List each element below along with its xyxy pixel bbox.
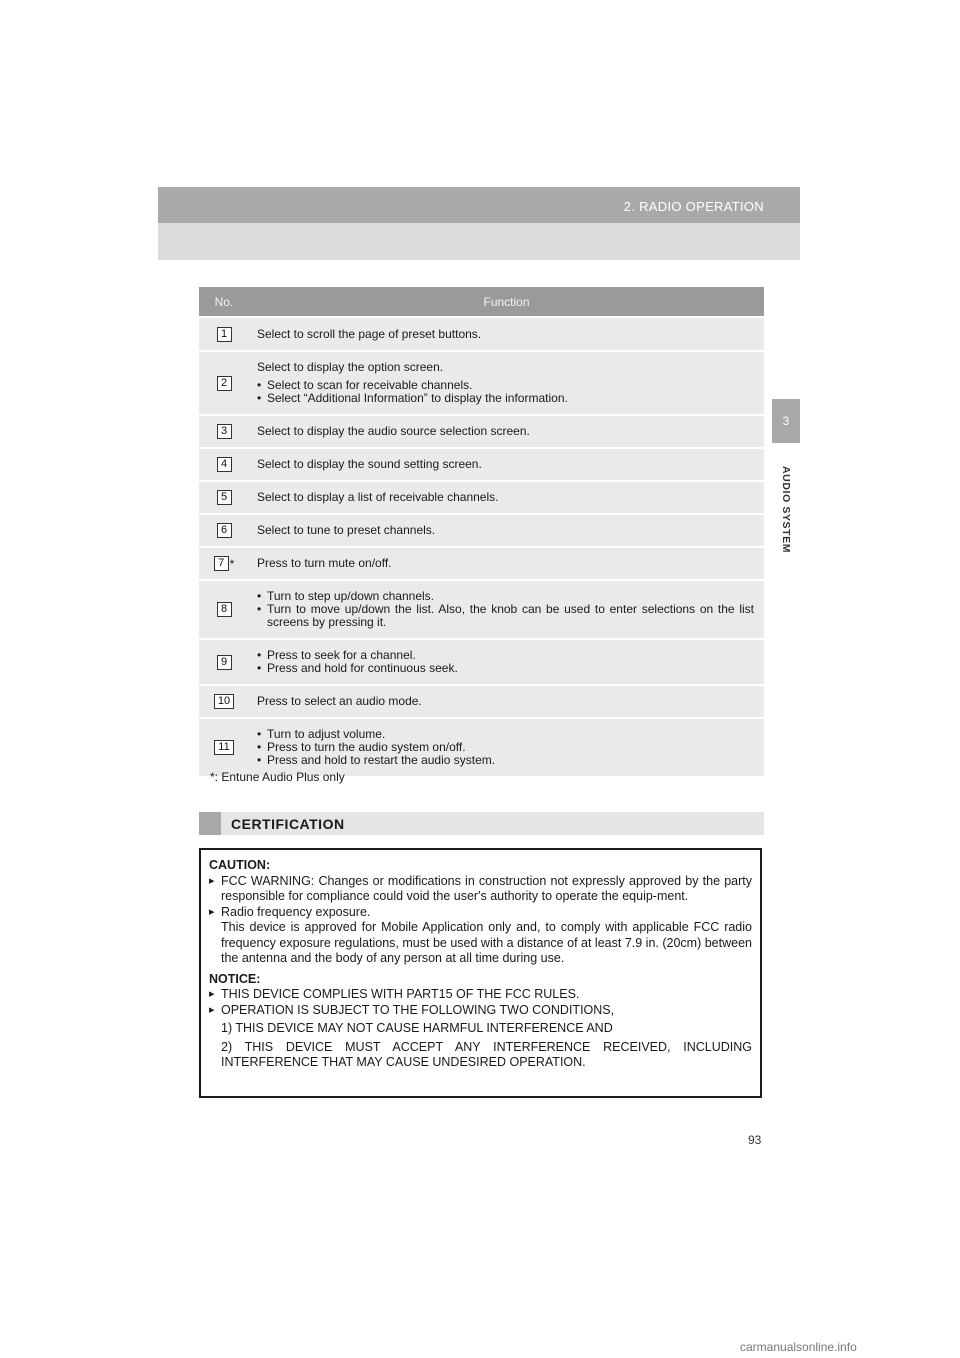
table-row: [199, 448, 764, 481]
function-text: Select to tune to preset channels.: [257, 523, 436, 537]
notice-condition-2: 2) THIS DEVICE MUST ACCEPT ANY INTERFERENCE RECEIVED, INCLUDING INTERFERENCE THAT MAY CAUSE UNDESIRED OPERATION.: [221, 1039, 752, 1069]
table-row: [199, 580, 764, 639]
row-number-cell: [199, 639, 249, 685]
table-body: [199, 317, 764, 776]
function-cell: [249, 514, 764, 547]
footnote: *: Entune Audio Plus only: [210, 770, 345, 784]
list-item: • Select “Additional Information” to display the information.: [257, 392, 754, 405]
rf-exposure-title: ▸ Radio frequency exposure.: [221, 904, 371, 919]
list-item: • Turn to adjust volume.: [257, 728, 754, 741]
table-row: [199, 547, 764, 580]
row-number-cell: [199, 351, 249, 415]
heading-marker: [199, 812, 221, 835]
function-table: [199, 287, 764, 776]
list-item: • Press and hold for continuous seek.: [257, 662, 754, 675]
list-item: • Press to turn the audio system on/off.: [257, 741, 754, 754]
item-number-box: 8: [217, 602, 232, 617]
item-number-box: 3: [217, 424, 232, 439]
item-number-box: 6: [217, 523, 232, 538]
table-row: [199, 351, 764, 415]
row-number-cell: [199, 514, 249, 547]
row-number-cell: [199, 547, 249, 580]
function-cell: [249, 639, 764, 685]
list-item: • Turn to move up/down the list. Also, the knob can be used to enter selections on the list screens by pressing it.: [257, 603, 754, 629]
watermark: carmanualsonline.info: [740, 1340, 857, 1354]
function-cell: [249, 718, 764, 776]
list-item: • Press to seek for a channel.: [257, 649, 754, 662]
list-item: • Turn to step up/down channels.: [257, 590, 754, 603]
row-number-cell: [199, 415, 249, 448]
header-band: [158, 187, 800, 260]
column-header-function: Function: [249, 287, 764, 317]
row-number-cell: [199, 317, 249, 351]
table-row: [199, 481, 764, 514]
function-text: Select to display the audio source selection screen.: [257, 424, 530, 438]
row-number-cell: [199, 580, 249, 639]
page-number: 93: [748, 1133, 762, 1147]
caution-heading: CAUTION:: [209, 858, 271, 872]
chapter-number: 3: [782, 414, 790, 428]
table-row: [199, 718, 764, 776]
footnote-mark: *: [229, 556, 235, 571]
function-bullet-list: [257, 649, 754, 675]
function-text: Press to turn mute on/off.: [257, 556, 392, 570]
table-row: [199, 639, 764, 685]
function-cell: [249, 547, 764, 580]
row-number-cell: [199, 481, 249, 514]
function-text: Select to scroll the page of preset buttons.: [257, 326, 482, 341]
list-item: • Select to scan for receivable channels.: [257, 379, 754, 392]
function-cell: [249, 580, 764, 639]
list-item: • Press and hold to restart the audio system.: [257, 754, 754, 767]
row-number-cell: [199, 685, 249, 718]
caution-item-rf-exposure: [209, 905, 752, 967]
function-text: Select to display the option screen.: [257, 360, 444, 374]
item-number-box: 5: [217, 490, 232, 505]
table-header-row: [199, 287, 764, 317]
item-number-box: 1: [217, 327, 232, 342]
function-bullet-list: [257, 728, 754, 767]
function-cell: [249, 481, 764, 514]
notice-condition-1: 1) THIS DEVICE MAY NOT CAUSE HARMFUL INTERFERENCE AND: [221, 1021, 613, 1035]
table-row: [199, 415, 764, 448]
rf-exposure-text: This device is approved for Mobile Application only and, to comply with applicable FCC radio frequency exposure regulations, must be used with a distance of at least 7.9 in. (20cm) between the antenna and the body of any person at all time during use.: [221, 920, 752, 965]
column-header-no: No.: [199, 287, 249, 317]
function-text: Select to display the sound setting screen.: [257, 457, 482, 471]
item-number-box: 2: [217, 376, 232, 391]
table-row: [199, 685, 764, 718]
function-cell: [249, 415, 764, 448]
caution-box: [199, 848, 762, 1098]
notice-item-part15: ▸ THIS DEVICE COMPLIES WITH PART15 OF THE FCC RULES.: [209, 987, 752, 1003]
notice-item-conditions: ▸ OPERATION IS SUBJECT TO THE FOLLOWING TWO CONDITIONS,: [209, 1003, 752, 1019]
section-title: 2. RADIO OPERATION: [623, 199, 764, 214]
row-number-cell: [199, 448, 249, 481]
row-number-cell: [199, 718, 249, 776]
function-bullet-list: [257, 590, 754, 629]
chapter-label: AUDIO SYSTEM: [780, 466, 792, 554]
chapter-tab: [772, 399, 800, 443]
function-bullet-list: [257, 379, 754, 405]
table-row: [199, 514, 764, 547]
function-text: Select to display a list of receivable channels.: [257, 490, 499, 504]
caution-item-fcc-warning: ▸ FCC WARNING: Changes or modifications in construction not expressly approved by the party responsible for compliance could void the user's authority to operate the equip-ment.: [209, 874, 752, 905]
function-text: Press to select an audio mode.: [257, 694, 422, 708]
item-number-box: 7: [214, 556, 229, 571]
item-number-box: 9: [217, 655, 232, 670]
function-cell: [249, 317, 764, 351]
certification-title: CERTIFICATION: [231, 816, 345, 832]
item-number-box: 4: [217, 457, 232, 472]
function-cell: [249, 685, 764, 718]
function-cell: [249, 351, 764, 415]
function-cell: [249, 448, 764, 481]
certification-heading-bar: [199, 812, 764, 835]
item-number-box: 11: [214, 740, 234, 755]
header-top-bar: [158, 187, 800, 223]
item-number-box: 10: [214, 694, 234, 709]
table-row: [199, 317, 764, 351]
notice-heading: NOTICE:: [209, 971, 261, 986]
